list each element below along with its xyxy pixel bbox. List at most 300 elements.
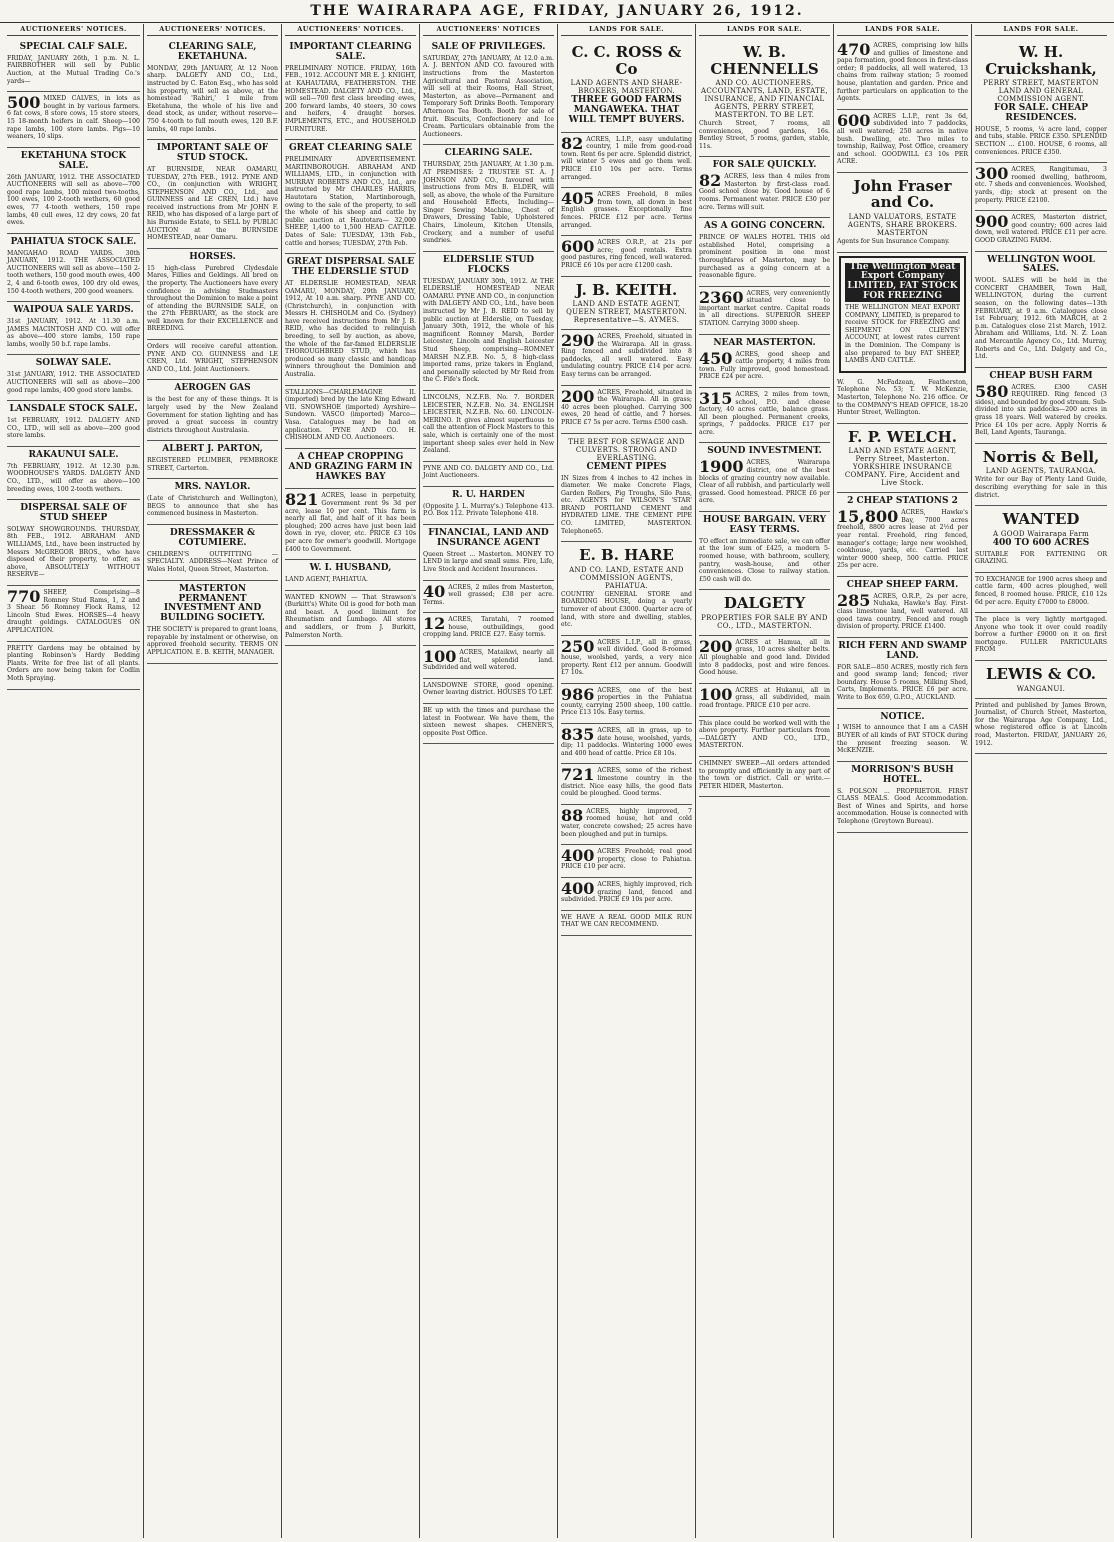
- ad-heading: ALBERT J. PARTON,: [162, 444, 263, 455]
- column-header: AUCTIONEERS' NOTICES: [423, 24, 554, 36]
- ad-body: [7, 463, 140, 493]
- ad-subtitle: LAND VALUATORS, ESTATE AGENTS, SHARE BROKERS. MASTERTON: [847, 212, 958, 237]
- ad-text: TUESDAY, JANUARY 30th, 1912. At THE ELDERSLIE HOMESTEAD NEAR OAMARU. PYNE AND CO., in conjunction with DALGETY AND CO., Ltd., have been instructed by Mr J. B. REID to sell by public auction at Elderslie, on Tuesday, January 30th, 1912, the whole of his magnificent Romney Marsh, Border Leicester, Lincoln and English Leicester Stud Sheep, comprising—ROMNEY MARSH N.Z.F.B. No. 5, 8 high-class imported rams, prize takers in England, and personally selected by Mr Reid from the C. Fife's flock.: [423, 277, 554, 384]
- ad-body: [285, 65, 416, 133]
- ad-body: [147, 343, 278, 373]
- ad-text: ACRES, highly improved, rich grazing land, fenced and subdivided. PRICE £9 10s per acre.: [561, 880, 692, 904]
- ad-text: S. POLSON ... PROPRIETOR. FIRST CLASS MEALS. Good Accommodation. Best of Wines and Spirits, and horse accommodation. House is connected with Telephone (Greytown Bureau).: [837, 787, 968, 825]
- ad-subtitle: WANGANUI.: [1016, 684, 1066, 693]
- ad-body: [975, 702, 1107, 748]
- advertisement: [975, 444, 1107, 506]
- ad-display-name: W. H. Cruickshank,: [985, 43, 1097, 78]
- ad-body: [975, 551, 1107, 566]
- advertisement: [285, 449, 416, 490]
- ad-text: SOLWAY SHOWGROUNDS. THURSDAY, 8th FEB., 1912. ABRAHAM AND WILLIAMS, Ltd., have been instructed by Messrs McGREGOR BROS., who have disposed of their property, to offer, as above, ABSOLUTELY WITHOUT RESERVE—: [7, 525, 140, 579]
- advertisement: [423, 39, 554, 145]
- ad-acreage: 100: [699, 684, 733, 704]
- ad-heading: GREAT DISPERSAL SALE THE ELDERSLIE STUD: [286, 257, 415, 278]
- ad-acreage: 400: [561, 846, 595, 866]
- ad-body: [837, 664, 968, 702]
- ad-acreage: 580: [975, 381, 1009, 401]
- advertisement: [699, 757, 830, 797]
- advertisement: [561, 845, 692, 878]
- ad-heading: GREAT CLEARING SALE: [288, 143, 413, 154]
- ad-body: [285, 594, 416, 640]
- ad-heading: EKETAHUNA STOCK SALE.: [20, 150, 127, 171]
- advertisement: [837, 376, 968, 424]
- ad-body: [423, 278, 554, 384]
- ad-acreage: 315: [699, 388, 733, 408]
- ad-heading: LANSDALE STOCK SALE.: [9, 404, 138, 415]
- ad-acreage: 82: [561, 133, 584, 153]
- ad-body: [561, 239, 692, 269]
- advertisement: [699, 512, 830, 590]
- ad-subtitle: THE BEST FOR SEWAGE AND CULVERTS. STRONG AND EVERLASTING.: [568, 437, 685, 462]
- ad-text: ACRES, Masterton district, good country; 600 acres laid down, well watered. PRICE £11 per acre. GOOD GRAZING FARM.: [975, 214, 1107, 244]
- ad-body: [975, 616, 1107, 654]
- ad-text: HOUSE, 5 rooms, ¼ acre land, copper and tubs, stable. PRICE £350. SPLENDID SECTION ... £100. HOUSE, 6 rooms, all conveniences. PRICE £350.: [975, 125, 1107, 156]
- ad-heading: FOR SALE. CHEAP RESIDENCES.: [993, 103, 1089, 123]
- advertisement: [285, 254, 416, 386]
- ad-body: [7, 55, 140, 85]
- ad-text: Queen Street ... Masterton. MONEY TO LEND in large and small sums. Fire, Life, Live Stock and Accident Insurances.: [423, 550, 554, 573]
- ad-text: is the best for any of these things. It is largely used by the New Zealand Government for station lighting and has proved a great success in country districts throughout Australasia.: [147, 396, 278, 434]
- ad-text: ACRES, Taratahi, 7 roomed house, outbuildings, good cropping land. PRICE £27. Easy terms.: [423, 616, 554, 639]
- ad-text: ACRES. £300 CASH REQUIRED. Ring fenced (3 sides), and bounded by good stream. Sub-divided into six paddocks—200 acres in grass 18 years. Well watered by creeks. Price £4 10s per acre. Apply Norris & Bell, Land Agents, Tauranga.: [975, 383, 1107, 437]
- ad-body: [285, 576, 416, 584]
- ad-text: I WISH to announce that I am a CASH BUYER of all kinds of FAT STOCK during the present freezing season. W. McKENZIE.: [837, 724, 968, 755]
- advertisement: [285, 386, 416, 449]
- ad-heading: ELDERSLIE STUD FLOCKS: [442, 254, 535, 275]
- ad-body: [699, 684, 830, 710]
- ad-text: PRETTY Gardens may be obtained by planting Robinson's Hardy Bedding Plants. Write for free list of all plants. Orders are now being taken for Codlin Moth Spraying.: [7, 644, 140, 682]
- ad-body: [423, 394, 554, 455]
- ad-display-name: WANTED: [1002, 510, 1080, 529]
- advertisement: [699, 684, 830, 717]
- advertisement: [699, 717, 830, 757]
- ad-text: ACRES, O.R.P., 2s per acre, Nuhaka, Hawke's Bay. First-class limestone land, well watered. All good tawa country. Fenced and rough division of property. PRICE £1400.: [837, 592, 968, 631]
- advertisement: [7, 302, 140, 355]
- advertisement: [837, 709, 968, 762]
- advertisement: [699, 157, 830, 218]
- ad-body: [845, 304, 960, 365]
- ad-text: 15 high-class Purebred Clydesdale Mares, Fillies and Geldings. All bred on the property. The Auctioneers have every confidence in advising Studmasters throughout the Dominion to make a point of attending the BURNSIDE SALE, on the 27th FEBRUARY, as the stock are well known for their EXCELLENCE and BREEDING.: [147, 264, 278, 333]
- ad-body: [423, 161, 554, 245]
- ad-heading: PAHIATUA STOCK SALE.: [10, 236, 137, 247]
- ad-heading: 2 CHEAP STATIONS 2: [847, 496, 958, 507]
- ad-heading: CEMENT PIPES: [586, 461, 667, 472]
- ad-text: The place is very lightly mortgaged. Anyone who took it over could readily borrow a further £9000 on it on first mortgage. FULLER PARTICULARS FROM: [975, 616, 1107, 654]
- ad-text: 26th JANUARY, 1912. THE ASSOCIATED AUCTIONEERS will sell as above—700 good rape lambs, 100 mixed two-tooths, 100 ewes, 100 2-tooth wethers, 60 good ewes, 77 4-tooth wethers, 150 rape lambs, 40 cull ewes, 12 dry cows, 20 fat ewes.: [7, 173, 140, 227]
- column-header: LANDS FOR SALE.: [837, 24, 968, 36]
- ad-text: REGISTERED PLUMBER, PEMBROKE STREET, Carterton.: [147, 457, 278, 472]
- ad-acreage: 15,800: [837, 507, 899, 527]
- advertisement: [699, 636, 830, 684]
- ad-heading: 400 TO 600 ACRES: [992, 537, 1090, 548]
- ad-text: ACRES, good sheep and cattle property, 4 miles from town. Fully improved, good homestead. PRICE £24 per acre.: [699, 350, 830, 381]
- ad-body: [561, 333, 692, 379]
- ad-acreage: 40: [423, 581, 446, 601]
- ad-body: [7, 174, 140, 227]
- advertisement: [7, 500, 140, 586]
- ad-text: LINCOLNS, N.Z.F.B. No. 7. BORDER LEICESTER, N.Z.F.B. No. 34. ENGLISH LEICESTER, N.Z.F.B. No. 60. LINCOLN-MERINO. It gives almost superfluous to call the attention of Flock Masters to this sale, which is certainly one of the most important sheep sales ever held in New Zealand.: [423, 393, 554, 455]
- ad-text: AT ELDERSLIE HOMESTEAD, NEAR OAMARU, MONDAY, 29th JANUARY, 1912, At 10 a.m. sharp. PYNE AND CO. (Christchurch), in conjunction with Messrs H. CHISHOLM and Co. (Sydney) have received instructions from Mr J. B. REID, who has decided to relinquish breeding, to sell by auction, as above, the whole of the far-famed ELDERSLIE THOROUGHBRED STUD, which has produced so many classic and handicap winners throughout the Dominion and Australia.: [285, 279, 416, 379]
- ad-body: [7, 589, 140, 635]
- advertisement: [561, 236, 692, 276]
- ad-text: ACRES, Rangitumau, 3 roomed dwelling, bathroom, etc. 7 sheds and conveniences. Woolshed, yards, dip; stock at present on the property. PRICE £2100.: [975, 166, 1107, 204]
- advertisement: [975, 368, 1107, 444]
- ad-acreage: 835: [561, 725, 595, 745]
- ad-body: [423, 616, 554, 639]
- ad-body: [699, 636, 830, 677]
- ad-display-name: Norris & Bell,: [982, 447, 1100, 466]
- ad-acreage: 600: [837, 110, 871, 130]
- advertisement: [561, 542, 692, 635]
- ad-text: THURSDAY, 25th JANUARY, At 1.30 p.m. AT PREMISES: 2 TRUSTEE ST. A. J JOHNSON AND CO., favoured with instructions from Mrs B. ELDER, will sell, as above, the whole of the Furniture and Household Effects, Including—Singer Sewing Machine, Chest of Drawers, Dressing Table, Upholstered Chairs, Linoleum, Kitchen Utensils, Crockery, and a number of useful sundries.: [423, 161, 554, 245]
- ad-body: [561, 636, 692, 677]
- ad-text: LANSDOWNE STORE, good opening. Owner leaving district. HOUSES TO LET.: [423, 681, 554, 697]
- ad-text: ACRES L.I.P., all in grass, well divided. Good 8-roomed house, woolshed, yards, a very nice property. Rent £12 per annum. Goodwill £7 10s.: [561, 638, 692, 677]
- advertisement: [147, 441, 278, 479]
- ad-body: [837, 788, 968, 826]
- ad-text: SHEEP, Comprising—8 Romney Stud Rams, 1, 2 and 3 Shear. 56 Romney Flock Rams, 12 Lincoln Stud Ewes. HORSES—4 heavy draught geldings. CATALOGUES ON APPLICATION.: [7, 589, 140, 634]
- ad-text: Printed and published by James Brown, Journalist, of Church Street, Masterton, for the Wairarapa Age Company, Ltd., whose registered office is at Lincoln road, Masterton. FRIDAY, JANUARY 26, 1912.: [975, 701, 1107, 747]
- ad-text: ACRES, comprising low hills and gullies of limestone and papa formation, good fences in first-class order; 8 paddocks, all well watered, 13 chains from railway station; 5 roomed house, plantation and garden. Price and further particulars on application to the Agents.: [837, 42, 968, 103]
- ad-text: ACRES at Hukanui, all in grass, all subdivided, main road frontage. PRICE £10 per acre.: [699, 686, 830, 709]
- ad-body: [423, 551, 554, 574]
- advertisement: [975, 39, 1107, 163]
- ad-body: [561, 475, 692, 536]
- advertisement: [837, 638, 968, 709]
- ad-body: [561, 805, 692, 838]
- ad-body: [147, 551, 278, 574]
- ad-heading: DISPERSAL SALE OF STUD SHEEP: [20, 503, 127, 523]
- ad-text: ACRES, Hawke's Bay, 7000 acres freehold, 8800 acres lease at 2½d per year rental. Freehold, ring fenced, manager's cottage; large new woolshed, cookhouse, yards, etc. Carried last winter 9000 sheep, 500 cattle. PRICE 25s per acre.: [837, 509, 968, 570]
- advertisement: [285, 560, 416, 590]
- column-2: [144, 24, 282, 1538]
- advertisement: [423, 581, 554, 614]
- ad-heading: CHEAP SHEEP FARM.: [846, 579, 959, 590]
- advertisement: [147, 249, 278, 340]
- ad-acreage: 82: [699, 171, 722, 191]
- advertisement: [561, 878, 692, 911]
- ad-heading: CLEARING SALE.: [444, 148, 533, 159]
- advertisement: [837, 110, 968, 173]
- ad-text: ACRES, 2 miles from town, school, P.O. and cheese factory, 40 acres cattle, balance grass. All been ploughed. Permanent creeks, springs, 7 paddocks. PRICE £17 per acre.: [699, 390, 830, 436]
- column-header: LANDS FOR SALE.: [561, 24, 692, 36]
- ad-heading: SOUND INVESTMENT.: [707, 446, 822, 457]
- advertisement: [561, 133, 692, 189]
- ad-text: Agents for Sun Insurance Company.: [837, 237, 950, 245]
- ad-acreage: 300: [975, 164, 1009, 184]
- ad-text: IN Sizes from 4 inches to 42 inches in diameter. We make Concrete Flags, Garden Rollers, Pig Troughs, Silo Pans, etc. AGENTS for WILSON'S 'STAR' BRAND PORTLAND CEMENT and HYDRATED LIME. THE CEMENT PIPE CO. LIMITED, MASTERTON. Telephone65.: [561, 474, 692, 535]
- ad-text: (Late of Christchurch and Wellington), BEGS to announce that she has commenced business in Masterton.: [147, 495, 278, 518]
- ad-acreage: 100: [423, 647, 457, 667]
- advertisement: [423, 145, 554, 251]
- ad-body: [699, 348, 830, 381]
- advertisement: [975, 661, 1107, 699]
- advertisement: [7, 92, 140, 148]
- ad-text: BE up with the times and purchase the latest in Footwear. We have them, the sixteen newest shapes. CHENER'S, opposite Post Office.: [423, 707, 554, 737]
- column-4: [420, 24, 558, 1538]
- ad-heading: A CHEAP CROPPING AND GRAZING FARM IN HAWKES BAY: [288, 451, 413, 482]
- advertisement: [839, 256, 966, 373]
- ad-body: [147, 166, 278, 242]
- ad-acreage: 200: [699, 636, 733, 656]
- ad-text: ACRES, Freehold, situated in the Wairarapa. All in grass; 40 acres been ploughed. Carrying 300 ewes, 20 head of cattle, and 7 horses. PRICE £7 5s per acre. Terms £500 cash.: [561, 388, 692, 427]
- ad-acreage: 821: [285, 490, 319, 510]
- advertisement: [423, 252, 554, 391]
- advertisement: [837, 424, 968, 494]
- ad-body: [423, 649, 554, 672]
- ad-text: ACRES at Hamua, all in grass, 10 acres shelter belts. All ploughable and good land. Divided into 8 paddocks, post and wire fences. Good house.: [699, 638, 830, 677]
- ad-text: FRIDAY, JANUARY 26th, 1 p.m. N. L. FAIRBROTHER will sell by Public Auction, at the Mutual Trading Co.'s yards—: [7, 54, 140, 85]
- ad-body: [837, 590, 968, 631]
- ad-body: [423, 682, 554, 697]
- ad-body: [561, 386, 692, 427]
- ad-acreage: 470: [837, 40, 871, 59]
- ad-text: ACRES, highly improved, 7 roomed house, hot and cold water, concrete cowshed; 25 acres have been ploughed and put in turnips.: [561, 807, 692, 838]
- ad-subtitle: A GOOD Wairarapa Farm: [993, 529, 1089, 538]
- column-8: [972, 24, 1110, 1538]
- ad-display-name: F. P. WELCH.: [848, 427, 957, 446]
- ad-text: PRINCE OF WALES HOTEL THIS old established Hotel, comprising a prominent position in one most thoroughfares of Masterton, may be purchased as a going concern at a reasonable figure.: [699, 234, 830, 280]
- ad-heading: FINANCIAL, LAND AND INSURANCE AGENT: [428, 527, 549, 548]
- ad-body: [7, 250, 140, 296]
- ad-body: [561, 133, 692, 182]
- ad-body: [975, 166, 1107, 204]
- ad-body: [423, 581, 554, 607]
- ad-text: SATURDAY, 27th JANUARY, At 12.0 a.m. A. J. BENTON AND CO. favoured with instructions from the Masterton Agricultural and Pastoral Association, will sell at their Rooms, Hall Street, Masterton, as above—Permanent and Temporary Soft Drinks Booth. Temporary Afternoon Tea Booth. Booth for sale of fruit. Biscuits, Confectionery and Ice Cream. Particulars obtainable from the Auctioneers.: [423, 54, 554, 138]
- ad-body: [285, 492, 416, 553]
- ad-text: PYNE AND CO. DALGETY AND CO., Ltd. Joint Auctioneers.: [423, 464, 554, 480]
- ad-display-name: DALGETY: [723, 594, 806, 613]
- ad-acreage: 2360: [699, 287, 744, 307]
- column-header: AUCTIONEERS' NOTICES.: [147, 24, 278, 36]
- ad-body: [837, 110, 968, 166]
- ad-text: FOR SALE—850 ACRES, mostly rich fern and good swamp land; fenced; river boundary. House 5 rooms, Milking Shed, Carts, Implements. PRICE £6 per acre. Write to Box 659, G.P.O., AUCKLAND.: [837, 663, 968, 701]
- advertisement: [975, 506, 1107, 573]
- column-header: AUCTIONEERS' NOTICES.: [285, 24, 416, 36]
- ad-body: [699, 388, 830, 437]
- advertisement: [699, 443, 830, 511]
- ad-heading: IMPORTANT CLEARING SALE.: [289, 42, 412, 62]
- ad-body: [837, 724, 968, 754]
- advertisement: [285, 140, 416, 254]
- ad-subtitle: AND CO. AUCTIONEERS, ACCOUNTANTS, LAND, ESTATE, INSURANCE, AND FINANCIAL AGENTS, PERRY STREET, MASTERTON. TO BE LET.: [701, 79, 828, 119]
- ad-body: [423, 55, 554, 139]
- ad-body: [837, 238, 968, 246]
- ad-text: PRELIMINARY NOTICE. FRIDAY, 16th FEB., 1912. ACCOUNT MR E. J. KNIGHT, at KAHAUTARA, FEATHERSTON. THE HOMESTEAD. DALGETY AND CO., Ltd., will sell—700 first class breeding ewes, 200 forward lambs, 40 steers, 30 cows and heifers, 4 draught horses. IMPLEMENTS, ETC., and HOUSEHOLD FURNITURE.: [285, 64, 416, 133]
- advertisement: [147, 140, 278, 249]
- ad-text: ACRES, 2 miles from Masterton, well grassed; £38 per acre. Terms.: [423, 583, 554, 606]
- ad-text: W. G. McFadzean, Featherston, Telephone No. 53; T. W. McKenzie, Masterton, Telephone No. 216 office. Or to the COMPANY'S HEAD OFFICE, 18-20 Hunter Street, Wellington.: [837, 378, 968, 417]
- ad-text: Church Street, 7 rooms, all conveniences, good gardens, 16s. Bentley Street, 5 rooms, garden, stable, 11s.: [699, 120, 830, 150]
- ad-heading: FOR SALE QUICKLY.: [712, 160, 817, 171]
- ad-heading: MORRISON'S BUSH HOTEL.: [851, 764, 954, 785]
- ad-heading: RAKAUNUI SALE.: [28, 449, 119, 460]
- ad-body: [975, 214, 1107, 244]
- ad-body: [699, 120, 830, 150]
- ad-acreage: 1900: [699, 457, 744, 477]
- ad-heading: MRS. NAYLOR.: [174, 482, 251, 493]
- advertisement: [975, 252, 1107, 368]
- ad-text: ACRES, Wairarapa district, one of the best blocks of grazing country now available. Clear of all rubbish, and particularly well grassed. Good homestead. PRICE £6 per acre.: [699, 459, 830, 505]
- ad-body: [561, 684, 692, 717]
- advertisement: [7, 355, 140, 401]
- ad-acreage: 405: [561, 189, 595, 209]
- ad-heading: W. I. HUSBAND,: [309, 563, 392, 574]
- ad-text: AT BURNSIDE, NEAR OAMARU, TUESDAY, 27th FEB., 1912. PYNE AND CO., (in conjunction with WRIGHT, STEPHENSON AND CO., Ltd., and GUINNESS and LE CREN, Ltd.) have received instructions from Mr JOHN F. REID, who has disposed of a large part of his Burnside Estate, to SELL by PUBLIC AUCTION at the BURNSIDE HOMESTEAD, near Oamaru.: [147, 165, 278, 242]
- advertisement: [561, 386, 692, 434]
- ad-text: ACRES Freehold, 8 miles from town, all down in best English grasses. Exceptionally fine fences. PRICE £12 per acre. Terms arranged.: [561, 191, 692, 229]
- advertisement: [561, 330, 692, 386]
- ad-body: [7, 371, 140, 394]
- ad-body: [561, 914, 692, 929]
- ad-text: ACRES, lease in perpetuity, Government rent 9s 3d per acre, lease 10 per cent. This farm is nearly all flat, and half of it has been ploughed; 200 acres have just been laid down in rye, clover, etc. PRICE £3 10s per acre for owner's goodwill. Mortgage £400 to Government.: [285, 492, 416, 553]
- column-6: [696, 24, 834, 1538]
- ad-text: WANTED KNOWN — That Strawson's (Burkitt's) White Oil is good for both man and beast. A good liniment for Rheumatism and Lumbago. All stores and saddlers, or from J. Burkitt, Palmerston North.: [285, 593, 416, 639]
- ad-heading: SALE OF PRIVILEGES.: [431, 42, 546, 52]
- ad-heading: THREE GOOD FARMS MANGAWEKA. THAT WILL TEMPT BUYERS.: [568, 95, 685, 125]
- ad-heading: NEAR MASTERTON.: [713, 337, 816, 348]
- column-3: [282, 24, 420, 1538]
- column-7: [834, 24, 972, 1538]
- advertisement: [147, 525, 278, 581]
- ad-display-name: E. B. HARE: [579, 546, 674, 565]
- advertisement: [561, 188, 692, 236]
- ad-body: [7, 526, 140, 579]
- ad-text: MIXED CALVES, in lots as bought in by various farmers. 6 fat cows, 8 store cows, 15 store steers, 15 18-month heifers in calf. Sheep—100 rape lambs, 100 store lambs. Pigs—10 weaners, 10 slips.: [7, 95, 140, 141]
- ad-text: ACRES, all in grass, up to date house, woolshed, yards, dip; 11 paddocks. Wintering 1000 ewes and 400 head of cattle. Price £8 10s.: [561, 727, 692, 757]
- ad-text: WOOL SALES will be held in the CONCERT CHAMBER, Town Hall, WELLINGTON, during the current season, on the following dates—13th FEBRUARY, at 9 a.m. Catalogues close 1st February, 1912. 6th MARCH, at 2 p.m. Catalogues close 21st March, 1912. Abraham and Williams, Ltd. N. Z. Loan and Mercantile Agency Co., Ltd. Murray, Roberts and Co., Ltd. Dalgety and Co., Ltd.: [975, 277, 1107, 361]
- ad-heading: WELLINGTON WOOL SALES.: [987, 254, 1095, 275]
- advertisement: [561, 277, 692, 331]
- ad-text: ACRES, L.I.P., easy undulating country, 1 mile from good-road town. Rent 6s per acre. Splendid district, will winter 5 ewes and go them well. PRICE £10 10s per acre. Terms arranged.: [561, 135, 692, 181]
- advertisement: [561, 434, 692, 543]
- ad-body: [561, 727, 692, 757]
- ad-text: ACRES, very conveniently situated close to important market centre. Capital roads in all directions. SUPERIOR SHEEP STATION. Carrying 3000 sheep.: [699, 289, 830, 328]
- advertisement: [7, 401, 140, 447]
- advertisement: [561, 39, 692, 133]
- ad-text: SUITABLE FOR FATTENING OR GRAZING.: [975, 550, 1107, 566]
- ad-body: [147, 495, 278, 518]
- ad-body: [837, 42, 968, 103]
- advertisement: [423, 391, 554, 462]
- ad-acreage: 200: [561, 386, 595, 406]
- advertisement: [423, 525, 554, 581]
- ad-subtitle: LAND AND ESTATE AGENT, Perry Street, Masterton. YORKSHIRE INSURANCE COMPANY. Fire, Accident and Live Stock.: [844, 447, 961, 488]
- ad-body: [561, 191, 692, 229]
- ad-body: [7, 645, 140, 683]
- ad-text: PRELIMINARY ADVERTISEMENT. MARTINBOROUGH. ABRAHAM AND WILLIAMS, LTD., in conjunction with MURRAY ROBERTS AND CO., Ltd., are instructed by Mr CHARLES HARRIS, Hautotara Station, Martinborough, owing to the sale of the property, to sell the whole of his sheep and cattle by public auction at Hautotara— 32,000 SHEEP, 1,400 to 1,500 HEAD CATTLE. Dates of Sale: TUESDAY, 13th Feb., cattle and horses; TUESDAY, 27th Feb.: [285, 156, 416, 247]
- ad-display-name: J. B. KEITH.: [575, 280, 678, 299]
- advertisement: [561, 911, 692, 936]
- advertisement: [561, 764, 692, 804]
- ad-text: Write for our Bay of Plenty Land Guide, describing everything for sale in this district.: [975, 476, 1107, 499]
- ad-acreage: 986: [561, 684, 595, 704]
- advertisement: [423, 462, 554, 487]
- ad-body: [285, 280, 416, 379]
- advertisement: [7, 148, 140, 234]
- ad-body: [561, 878, 692, 904]
- ad-heading: MASTERTON PERMANENT INVESTMENT AND BUILDING SOCIETY.: [160, 583, 265, 624]
- ad-body: [975, 381, 1107, 437]
- ad-acreage: 285: [837, 590, 871, 610]
- ad-display-name: LEWIS & CO.: [985, 665, 1096, 684]
- advertisement: [837, 39, 968, 110]
- ad-acreage: 500: [7, 93, 41, 113]
- advertisement: [975, 573, 1107, 613]
- ad-body: [699, 173, 830, 211]
- ad-heading: HOUSE BARGAIN. VERY EASY TERMS.: [702, 514, 827, 535]
- column-1: [4, 24, 144, 1538]
- ad-acreage: 600: [561, 237, 595, 257]
- advertisement: [699, 39, 830, 157]
- advertisement: [147, 340, 278, 380]
- ad-heading: RICH FERN AND SWAMP LAND.: [838, 640, 967, 661]
- ad-acreage: 450: [699, 348, 733, 368]
- ad-body: [7, 417, 140, 440]
- column-header: LANDS FOR SALE.: [975, 24, 1107, 36]
- ad-body: [147, 626, 278, 656]
- ad-subtitle: PROPERTIES FOR SALE BY AND CO., LTD., MASTERTON.: [701, 613, 828, 630]
- advertisement: [561, 636, 692, 684]
- ad-subtitle: PERRY STREET, MASTERTON LAND AND GENERAL COMMISSION AGENT.: [983, 79, 1099, 103]
- newspaper-columns: [4, 24, 1110, 1538]
- ad-text: ACRES, less than 4 miles from Masterton by first-class road. Good school close by. Good house of 6 rooms. Permanent water. PRICE £30 per acre. Terms will suit.: [699, 173, 830, 211]
- column-header: AUCTIONEERS' NOTICES.: [7, 24, 140, 36]
- advertisement: [837, 762, 968, 833]
- ad-heading: CLEARING SALE, EKETAHUNA.: [168, 42, 257, 62]
- advertisement: [699, 335, 830, 388]
- advertisement: [975, 163, 1107, 211]
- ad-body: [837, 509, 968, 570]
- ad-heading: The Wellington Meat Export Company LIMITED, FAT STOCK FOR FREEZING: [845, 263, 960, 303]
- ad-body: [423, 707, 554, 737]
- ad-heading: AEROGEN GAS: [174, 383, 251, 394]
- advertisement: [423, 646, 554, 679]
- ad-body: [699, 760, 830, 790]
- advertisement: [423, 487, 554, 525]
- ad-text: ACRES, Freehold, situated in the Wairarapa. All in grass. Ring fenced and subdivided into 8 paddocks, all well watered. Easy undulating country. PRICE £14 per acre. Easy terms can be arranged.: [561, 333, 692, 379]
- ad-text: WE HAVE A REAL GOOD MILK RUN THAT WE CAN RECOMMEND.: [561, 913, 692, 929]
- advertisement: [423, 704, 554, 744]
- ad-acreage: 12: [423, 614, 446, 634]
- ad-body: [147, 65, 278, 133]
- ad-body: [285, 156, 416, 247]
- ad-text: 31st JANUARY, 1912. At 11.30 a.m. JAMES MACINTOSH AND CO. will offer as above—400 store lambs, 150 rape lambs, woolly 50 b.f. rape lambs.: [7, 318, 140, 348]
- ad-acreage: 88: [561, 805, 584, 825]
- advertisement: [975, 613, 1107, 661]
- masthead: THE WAIRARAPA AGE, FRIDAY, JANUARY 26, 1912.: [0, 0, 1114, 23]
- advertisement: [7, 642, 140, 690]
- advertisement: [561, 805, 692, 845]
- advertisement: [561, 724, 692, 764]
- ad-text: Orders will receive careful attention. PYNE AND CO. GUINNESS and LE CREN, Ltd. WRIGHT, STEPHENSON AND CO., Ltd. Joint Auctioneers.: [147, 343, 278, 373]
- advertisement: [285, 39, 416, 140]
- ad-body: [561, 767, 692, 797]
- ad-text: COUNTRY GENERAL STORE and BOARDING HOUSE, doing a yearly turnover of about £3000. Quarter acre of land, with store and dwelling, stables, etc.: [561, 590, 692, 629]
- ad-text: This place could be worked well with the above property. Further particulars from—DALGETY AND CO., LTD., MASTERTON.: [699, 719, 830, 750]
- advertisement: [423, 679, 554, 704]
- advertisement: [285, 489, 416, 560]
- ad-body: [975, 277, 1107, 361]
- ad-body: [7, 95, 140, 141]
- ad-text: ACRES Freehold; real good property, close to Pahiatua. PRICE £10 per acre.: [561, 848, 692, 871]
- ad-text: CHIMNEY SWEEP.—All orders attended to promptly and efficiently in any part of the town or district. Call or write.—PETER HIDER, Masterton.: [699, 759, 830, 790]
- ad-text: CHILDREN'S OUTFITTING — SPECIALTY. ADDRESS—Next Prince of Wales Hotel, Queen Street, Masterton.: [147, 550, 278, 574]
